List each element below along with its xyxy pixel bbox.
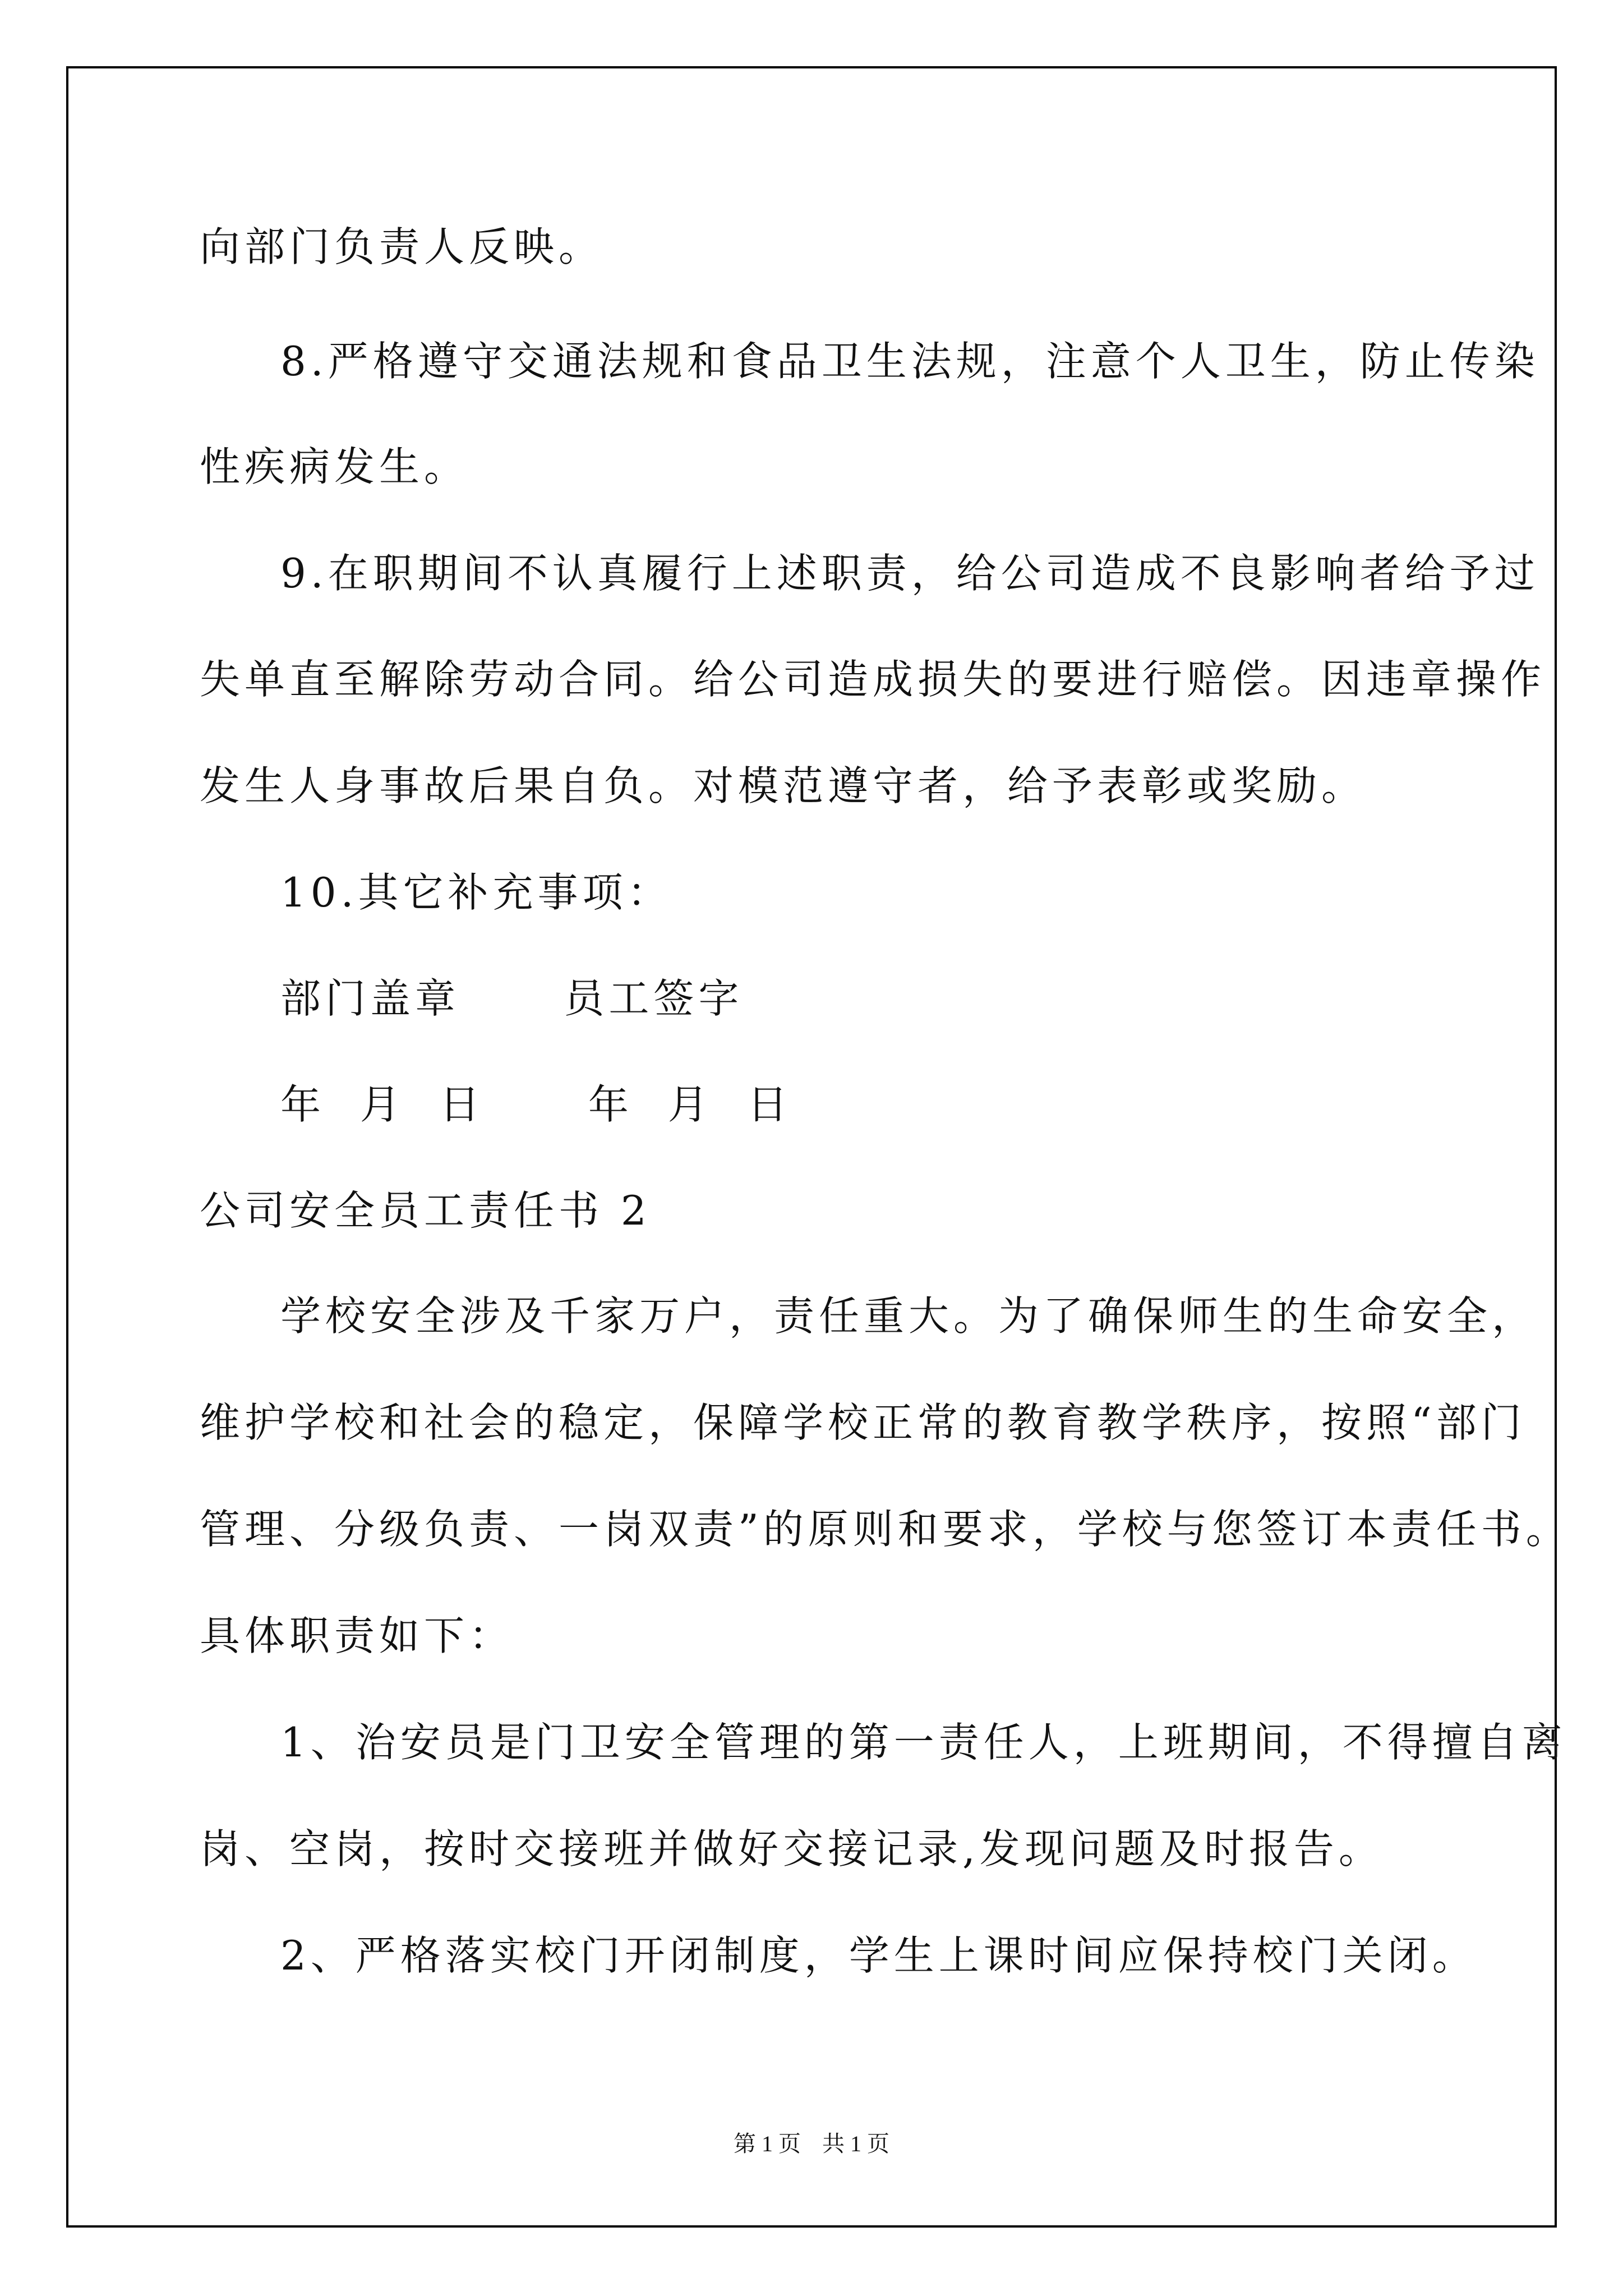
section-heading: 公司安全员工责任书 2 bbox=[200, 1187, 651, 1234]
page-border bbox=[66, 66, 1557, 2228]
body-line: 失单直至解除劳动合同。给公司造成损失的要进行赔偿。因违章操作 bbox=[200, 656, 1546, 703]
body-line: 发生人身事故后果自负。对模范遵守者，给予表彰或奖励。 bbox=[200, 762, 1367, 809]
body-line: 10.其它补充事项： bbox=[280, 869, 672, 916]
body-line: 向部门负责人反映。 bbox=[200, 223, 604, 270]
date-labels: 年 月 日 年 月 日 bbox=[280, 1081, 792, 1128]
body-line: 具体职责如下： bbox=[200, 1612, 514, 1659]
signature-labels: 部门盖章 员工签字 bbox=[280, 975, 744, 1022]
body-line: 管理、分级负责、一岗双责”的原则和要求，学校与您签订本责任书。 bbox=[200, 1506, 1571, 1553]
body-line: 9.在职期间不认真履行上述职责，给公司造成不良影响者给予过 bbox=[280, 550, 1539, 597]
body-line: 维护学校和社会的稳定，保障学校正常的教育教学秩序，按照“部门 bbox=[200, 1399, 1526, 1446]
body-line: 学校安全涉及千家万户，责任重大。为了确保师生的生命安全， bbox=[280, 1292, 1537, 1340]
page-total: 共 1 页 bbox=[822, 2131, 889, 2156]
body-line: 性疾病发生。 bbox=[200, 443, 469, 490]
page-footer bbox=[0, 2126, 1623, 2158]
body-line: 8.严格遵守交通法规和食品卫生法规，注意个人卫生，防止传染 bbox=[280, 338, 1539, 385]
body-line: 2、严格落实校门开闭制度，学生上课时间应保持校门关闭。 bbox=[280, 1932, 1477, 1979]
body-line: 1、治安员是门卫安全管理的第一责任人，上班期间，不得擅自离 bbox=[280, 1719, 1567, 1766]
body-line: 岗、空岗，按时交接班并做好交接记录,发现问题及时报告。 bbox=[200, 1825, 1384, 1872]
page-number: 第 1 页 bbox=[734, 2131, 801, 2156]
